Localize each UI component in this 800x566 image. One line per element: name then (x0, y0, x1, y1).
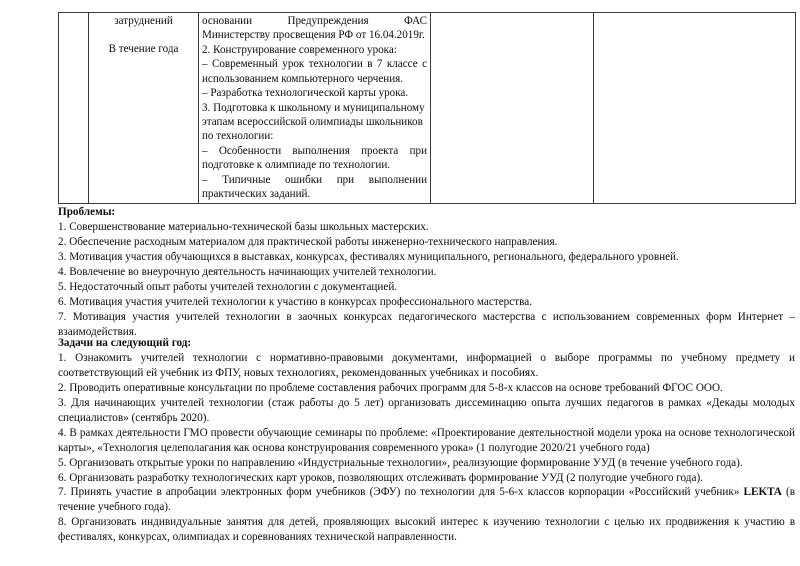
schedule-table (58, 12, 796, 204)
problems-heading: Проблемы: (58, 206, 116, 218)
table-cell-empty-2 (594, 13, 796, 204)
timeframe-line-1: затруднений (114, 15, 173, 27)
list-item: 1. Ознакомить учителей технологии с нормативно-правовыми документами, информацией о выборе программы по учебному предмету и соответствующий ей учебник из ФПУ, новых технологиях, рекомендованных учебниках и пособиях. (58, 352, 795, 380)
problems-section (58, 205, 795, 340)
table-row (59, 13, 796, 204)
list-item: 8. Организовать индивидуальные занятия для детей, проявляющих высокий интерес к изучению технологии с целью их продвижения к участию в фестивалях, конкурсах, олимпиадах и соревнованиях технической направленности. (58, 516, 795, 544)
table-cell-empty-1 (431, 13, 594, 204)
list-item: 6. Мотивация участия учителей технологии к участию в конкурсах профессионального мастерства. (58, 295, 533, 308)
list-item: 7. Мотивация участия учителей технологии в заочных конкурсах педагогического мастерства с использованием современных форм Интернет – взаимодействия. (58, 310, 795, 338)
table-cell-content (199, 13, 431, 204)
schedule-table-container (58, 12, 795, 204)
content-line-7: – Типичные ошибки при выполнении практических заданий. (202, 173, 427, 201)
list-item: 6. Организовать разработку технологических карт уроков, позволяющих отслеживать формирование УУД (2 полугодие учебного года). (58, 471, 703, 484)
list-item: 5. Организовать открытые уроки по направлению «Индустриальные технологии», реализующие формирование УУД (в течение учебного года). (58, 456, 743, 469)
list-item: 3. Для начинающих учителей технологии (стаж работы до 5 лет) организовать диссеминацию опыта лучших педагогов в рамках «Декады молодых специалистов» (сентябрь 2020). (58, 397, 795, 424)
list-item: 2. Обеспечение расходным материалом для практической работы инженерно-технического направления. (58, 236, 558, 249)
list-item: 1. Совершенствование материально-технической базы школьных мастерских. (58, 221, 429, 234)
problems-list (58, 220, 795, 339)
list-item: 2. Проводить оперативные консультации по проблеме составления рабочих программ для 5-8-х классов на основе требований ФГОС ООО. (58, 382, 723, 395)
list-item: 4. Вовлечение во внеурочную деятельность начинающих учителей технологии. (58, 266, 437, 279)
table-cell-number (59, 13, 89, 204)
tasks-section (58, 336, 795, 545)
list-item: 3. Мотивация участия обучающихся в выставках, конкурсах, фестивалях муниципального, регионального, федерального уровней. (58, 251, 679, 264)
content-line-6: – Особенности выполнения проекта при подготовке к олимпиаде по технологии. (202, 144, 427, 172)
content-line-2: 2. Конструирование современного урока: (202, 43, 397, 56)
content-line-4: – Разработка технологической карты урока. (202, 87, 409, 100)
tasks-list (58, 351, 795, 545)
list-item: 4. В рамках деятельности ГМО провести обучающие семинары по проблеме: «Проектирование деятельностной модели урока на основе технологической карты», «Технология целеполагания как основа конструирования современного урока» (1 полугодие 2020/21 учебного года) (58, 426, 795, 454)
tasks-heading: Задачи на следующий год: (58, 337, 192, 349)
timeframe-line-2: В течение года (108, 43, 179, 56)
content-line-3: – Современный урок технологии в 7 классе с использованием компьютерного черчения. (202, 58, 427, 85)
content-line-5: 3. Подготовка к школьному и муниципальному этапам всероссийской олимпиады школьников по технологии: (202, 101, 425, 143)
content-line-1: основании Предупреждения ФАС Министерству просвещения РФ от 16.04.2019г. (202, 15, 427, 42)
list-item-lekta: 7. Принять участие в апробации электронных форм учебников (ЭФУ) по технологии для 5-6-х классов корпорации «Российский учебник» LEKTA (в течение учебного года). (58, 486, 795, 514)
table-cell-timeframe (89, 13, 199, 204)
list-item: 5. Недостаточный опыт работы учителей технологии с документацией. (58, 280, 398, 293)
lekta-brand: LEKTA (743, 486, 782, 499)
